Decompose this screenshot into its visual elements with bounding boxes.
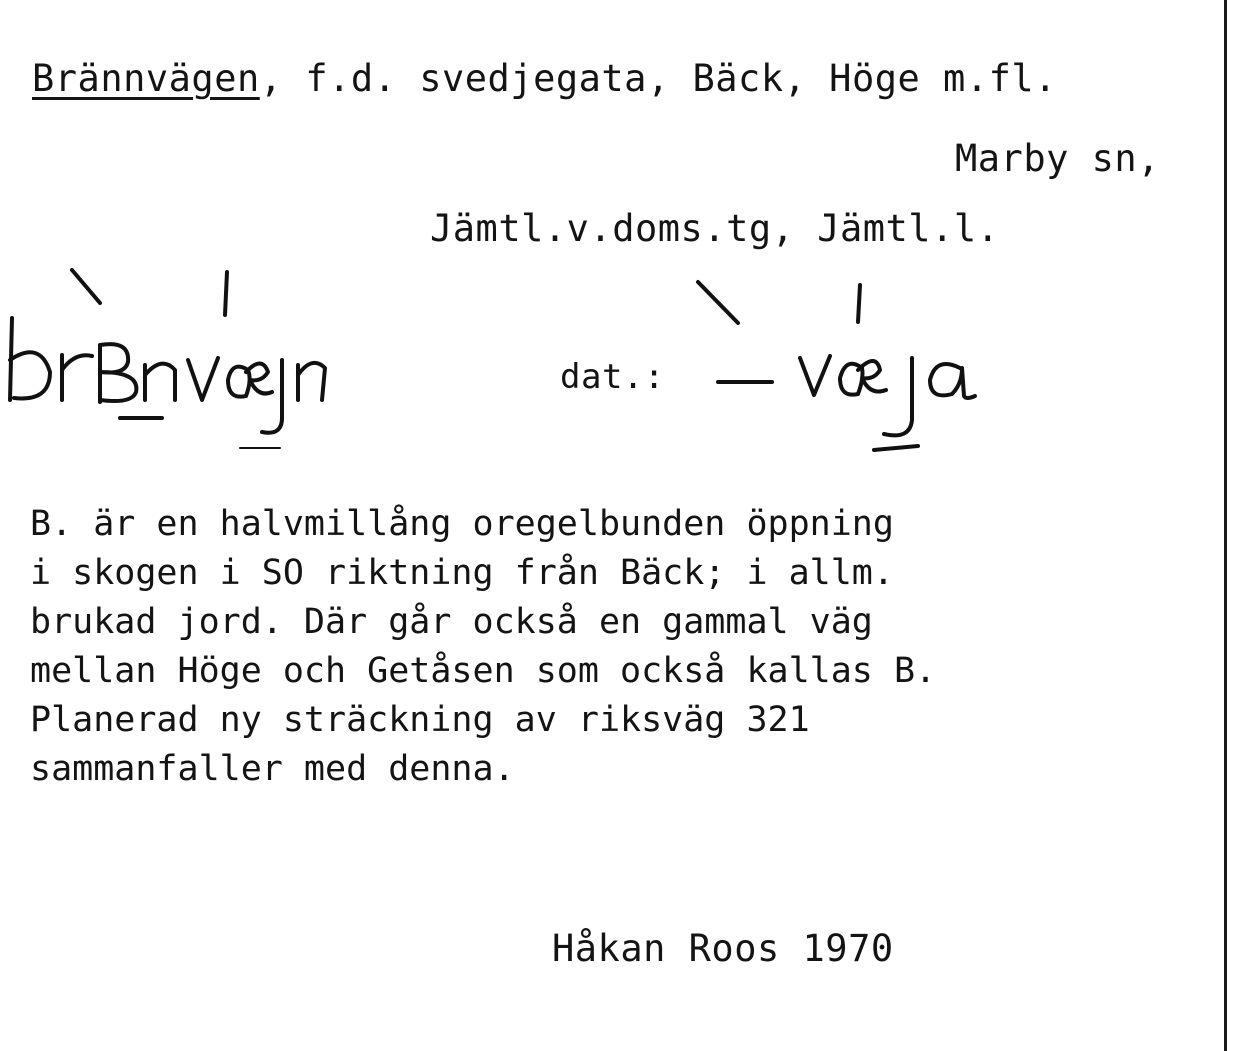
description-line: i skogen i SO riktning från Bäck; i allm. bbox=[30, 553, 894, 593]
dative-label: dat.: bbox=[560, 357, 665, 397]
district-line: Jämtl.v.doms.tg, Jämtl.l. bbox=[430, 207, 1000, 250]
phonetic-form-dative bbox=[718, 356, 975, 450]
stress-mark-grave bbox=[72, 270, 100, 303]
description-line: B. är en halvmillång oregelbunden öppning bbox=[30, 504, 894, 544]
headword: Brännvägen bbox=[32, 57, 260, 100]
description-text bbox=[30, 500, 936, 794]
stress-mark-acute-dative bbox=[858, 285, 860, 322]
recorder-signature: Håkan Roos 1970 bbox=[552, 927, 894, 970]
header-line-1-rest: , f.d. svedjegata, Bäck, Höge m.fl. bbox=[259, 57, 1057, 100]
description-line: sammanfaller med denna. bbox=[30, 749, 515, 789]
parish-line: Marby sn, bbox=[955, 137, 1160, 180]
description-line: Planerad ny sträckning av riksväg 321 bbox=[30, 700, 810, 740]
header-line-1 bbox=[32, 57, 1057, 100]
description-line: brukad jord. Där går också en gammal väg bbox=[30, 602, 873, 642]
stress-mark-grave-dative bbox=[698, 282, 738, 323]
description-line: mellan Höge och Getåsen som också kallas B. bbox=[30, 651, 937, 691]
phonetic-form-nominative bbox=[10, 318, 325, 448]
card-edge-line bbox=[1224, 0, 1227, 1051]
stress-mark-acute bbox=[225, 272, 227, 315]
